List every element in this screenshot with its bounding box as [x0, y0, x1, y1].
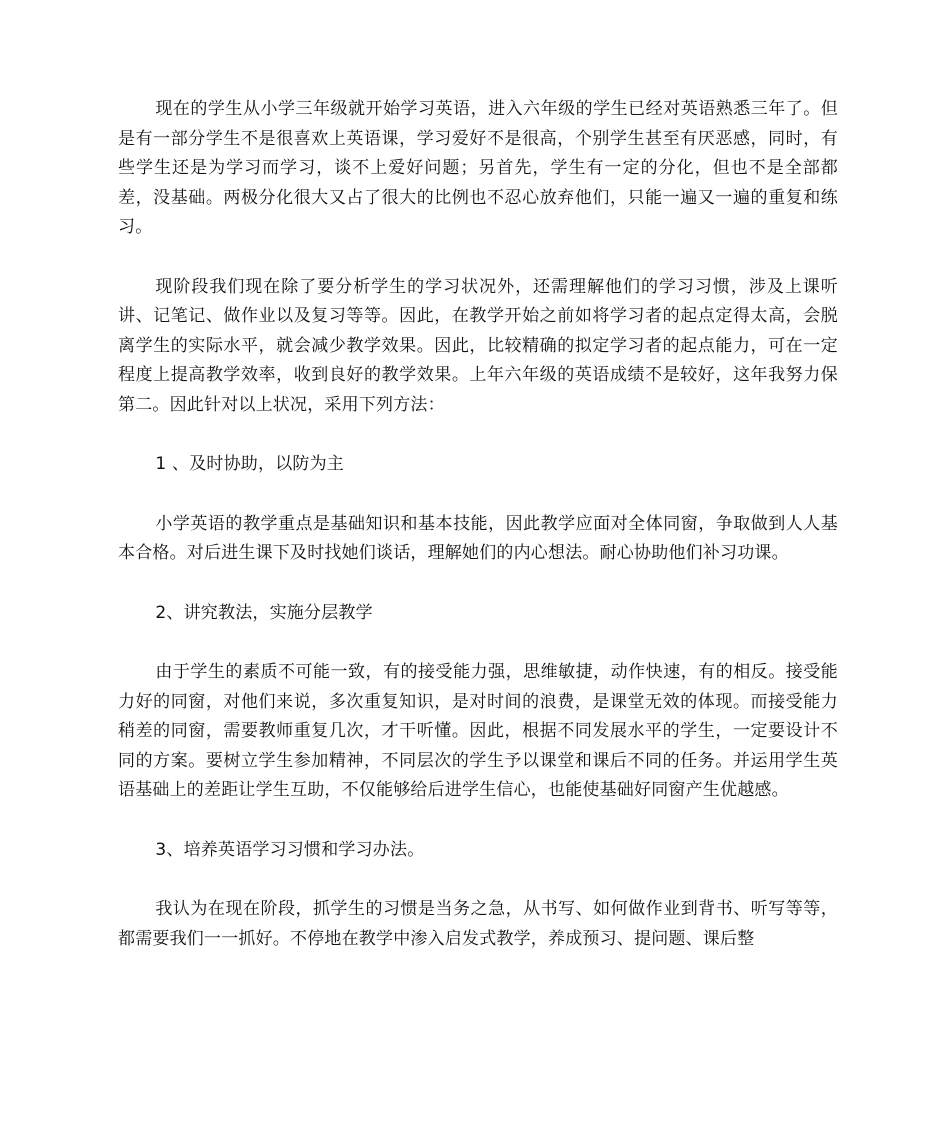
document-page	[118, 95, 838, 954]
section-heading-3: 3、培养英语学习习惯和学习办法。	[155, 839, 425, 860]
paragraph-gap	[118, 806, 838, 836]
paragraph-gap	[118, 569, 838, 599]
paragraph-gap	[118, 865, 838, 895]
paragraph-gap	[118, 480, 838, 510]
paragraph-analysis: 现阶段我们现在除了要分析学生的学习状况外，还需理解他们的学习习惯，涉及上课听讲、记笔记、做作业以及复习等等。因此，在教学开始之前如将学习者的起点定得太高，会脱离学生的实际水平，就会减少教学效果。因此，比较精确的拟定学习者的起点能力，可在一定程度上提高教学效率，收到良好的教学效果。上年六年级的英语成绩不是较好，这年我努力保第二。因此针对以上状况，采用下列方法：	[118, 276, 838, 415]
paragraph-section-1: 小学英语的教学重点是基础知识和基本技能，因此教学应面对全体同窗，争取做到人人基本合格。对后进生课下及时找她们谈话，理解她们的内心想法。耐心协助他们补习功课。	[118, 513, 838, 563]
paragraph-section-3: 我认为在现在阶段，抓学生的习惯是当务之急，从书写、如何做作业到背书、听写等等，都需要我们一一抓好。不停地在教学中渗入启发式教学，养成预习、提问题、课后整	[118, 899, 838, 949]
paragraph-gap	[118, 243, 838, 273]
paragraph-gap	[118, 628, 838, 658]
paragraph-gap	[118, 420, 838, 450]
section-heading-2: 2、讲究教法，实施分层教学	[155, 602, 373, 623]
section-heading-1: 1 、及时协助，以防为主	[155, 454, 345, 474]
paragraph-intro: 现在的学生从小学三年级就开始学习英语，进入六年级的学生已经对英语熟悉三年了。但是有一部分学生不是很喜欢上英语课，学习爱好不是很高，个别学生甚至有厌恶感，同时，有些学生还是为学习而学习，谈不上爱好问题；另首先，学生有一定的分化，但也不是全部都差，没基础。两极分化很大又占了很大的比例也不忍心放弃他们，只能一遍又一遍的重复和练习。	[118, 99, 838, 237]
paragraph-section-2: 由于学生的素质不可能一致，有的接受能力强，思维敏捷，动作快速，有的相反。接受能力好的同窗，对他们来说，多次重复知识，是对时间的浪费，是课堂无效的体现。而接受能力稍差的同窗，需要教师重复几次，才干听懂。因此，根据不同发展水平的学生，一定要设计不同的方案。要树立学生参加精神，不同层次的学生予以课堂和课后不同的任务。并运用学生英语基础上的差距让学生互助，不仅能够给后进学生信心，也能使基础好同窗产生优越感。	[118, 662, 838, 800]
